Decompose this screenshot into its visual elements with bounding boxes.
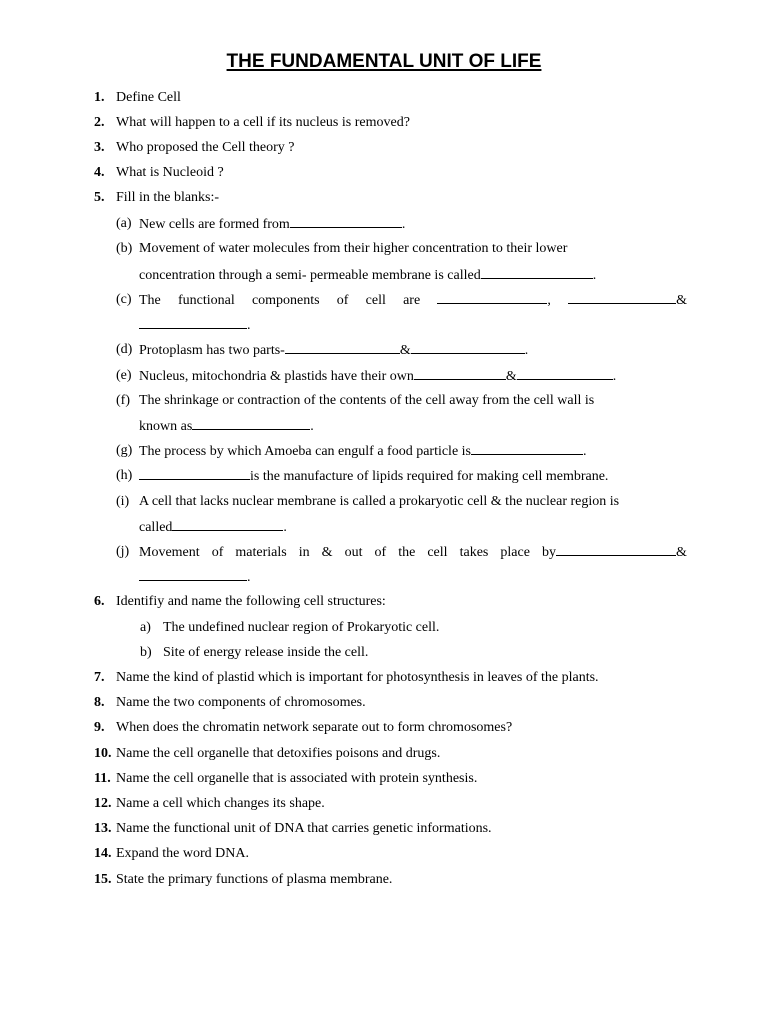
- question-text: Name the two components of chromosomes.: [116, 695, 366, 710]
- word: &: [321, 545, 333, 560]
- word: the: [398, 545, 416, 560]
- sub-label: (j): [116, 544, 130, 559]
- punct: .: [612, 369, 617, 384]
- answer-blank[interactable]: [139, 568, 247, 581]
- ampersand: &: [676, 293, 687, 308]
- sub-text: Movement of water molecules from their higher concentration to their lower: [139, 241, 568, 256]
- question-text: When does the chromatin network separate out to form chromosomes?: [116, 720, 513, 735]
- question-text: Fill in the blanks:-: [116, 190, 220, 205]
- punct: .: [247, 570, 251, 585]
- fill-blank-item-h: [139, 467, 608, 486]
- fill-blank-item-c-cont: [139, 316, 251, 335]
- question-number: 10.: [94, 746, 112, 761]
- answer-blank[interactable]: [290, 215, 402, 228]
- question-text: Name the functional unit of DNA that carries genetic informations.: [116, 821, 492, 836]
- fill-blank-item-a: [139, 215, 405, 234]
- answer-blank[interactable]: [285, 341, 400, 354]
- answer-blank[interactable]: [139, 467, 250, 480]
- sub-text: Nucleus, mitochondria & plastids have their own: [139, 369, 414, 384]
- fill-blank-item-d: [139, 341, 528, 360]
- question-number: 11.: [94, 771, 111, 786]
- word: Movement: [139, 545, 200, 560]
- question-text: Define Cell: [116, 90, 181, 105]
- sub-label: (b): [116, 241, 133, 256]
- answer-blank[interactable]: [192, 417, 310, 430]
- word: by: [541, 545, 556, 560]
- fill-blank-item-c: [139, 291, 687, 310]
- punct: .: [524, 343, 529, 358]
- fill-blank-item-g: [139, 442, 587, 461]
- fill-blank-item-j-cont: [139, 568, 251, 587]
- sub-label: (g): [116, 443, 133, 458]
- fill-blank-item-b: [139, 266, 596, 285]
- word: components: [251, 293, 320, 308]
- sub-text: The undefined nuclear region of Prokaryotic cell.: [163, 620, 440, 635]
- question-text: State the primary functions of plasma membrane.: [116, 872, 393, 887]
- ampersand: &: [675, 545, 687, 560]
- sub-text: called: [139, 520, 173, 535]
- answer-blank[interactable]: [411, 341, 525, 354]
- sub-label: (c): [116, 292, 132, 307]
- fill-blank-item-i: [139, 518, 287, 537]
- punct: .: [583, 444, 587, 459]
- question-number: 14.: [94, 846, 112, 861]
- question-number: 9.: [94, 720, 105, 735]
- ampersand: &: [505, 369, 517, 384]
- question-number: 13.: [94, 821, 112, 836]
- question-number: 2.: [94, 115, 105, 130]
- question-number: 4.: [94, 165, 105, 180]
- word: The: [139, 293, 161, 308]
- sub-label: (d): [116, 342, 133, 357]
- answer-blank[interactable]: [517, 367, 613, 380]
- punct: .: [401, 217, 406, 232]
- punct: .: [283, 520, 287, 535]
- punct: ,: [547, 293, 551, 308]
- question-number: 1.: [94, 90, 105, 105]
- punct: .: [310, 419, 314, 434]
- fill-blank-item-e: [139, 367, 616, 386]
- word: are: [403, 293, 421, 308]
- sub-text: New cells are formed from: [139, 217, 290, 232]
- answer-blank[interactable]: [556, 543, 676, 556]
- question-number: 7.: [94, 670, 105, 685]
- sub-text: Protoplasm has two parts-: [139, 343, 285, 358]
- word: functional: [177, 293, 235, 308]
- question-number: 6.: [94, 594, 105, 609]
- sub-text: Site of energy release inside the cell.: [163, 645, 369, 660]
- answer-blank[interactable]: [481, 266, 593, 279]
- sub-text: A cell that lacks nuclear membrane is called a prokaryotic cell & the nuclear region is: [139, 494, 620, 509]
- answer-blank[interactable]: [471, 442, 583, 455]
- question-number: 3.: [94, 140, 105, 155]
- word: place: [500, 545, 530, 560]
- question-text: Name the kind of plastid which is important for photosynthesis in leaves of the plants.: [116, 670, 599, 685]
- word: of: [211, 545, 224, 560]
- punct: .: [592, 268, 597, 283]
- word: takes: [459, 545, 489, 560]
- word: in: [298, 545, 310, 560]
- sub-text: The process by which Amoeba can engulf a food particle is: [139, 444, 472, 459]
- fill-blank-item-j: [139, 543, 687, 562]
- sub-label: (a): [116, 216, 132, 231]
- sub-text: concentration through a semi- permeable membrane is called: [139, 268, 481, 283]
- word: out: [344, 545, 363, 560]
- punct: .: [247, 318, 251, 333]
- word: cell: [427, 545, 448, 560]
- question-text: Identifiy and name the following cell structures:: [116, 594, 386, 609]
- question-text: What will happen to a cell if its nucleus is removed?: [116, 115, 410, 130]
- question-number: 5.: [94, 190, 105, 205]
- answer-blank[interactable]: [139, 316, 247, 329]
- question-text: Name a cell which changes its shape.: [116, 796, 325, 811]
- answer-blank[interactable]: [568, 291, 676, 304]
- sub-label: b): [140, 645, 152, 660]
- sub-label: (i): [116, 494, 130, 509]
- sub-text: The shrinkage or contraction of the contents of the cell away from the cell wall is: [139, 393, 595, 408]
- word: of: [336, 293, 349, 308]
- question-text: Name the cell organelle that is associated with protein synthesis.: [116, 771, 478, 786]
- sub-text: is the manufacture of lipids required for making cell membrane.: [250, 469, 609, 484]
- sub-label: (e): [116, 368, 132, 383]
- sub-label: (f): [116, 393, 130, 408]
- sub-label: (h): [116, 468, 133, 483]
- question-text: Name the cell organelle that detoxifies poisons and drugs.: [116, 746, 441, 761]
- ampersand: &: [399, 343, 411, 358]
- question-number: 8.: [94, 695, 105, 710]
- question-text: What is Nucleoid ?: [116, 165, 224, 180]
- answer-blank[interactable]: [414, 367, 506, 380]
- question-text: Who proposed the Cell theory ?: [116, 140, 295, 155]
- sub-label: a): [140, 620, 151, 635]
- word: of: [374, 545, 387, 560]
- sub-text: known as: [139, 419, 193, 434]
- answer-blank[interactable]: [437, 291, 547, 304]
- page-title: THE FUNDAMENTAL UNIT OF LIFE: [226, 51, 542, 72]
- question-number: 15.: [94, 872, 112, 887]
- question-number: 12.: [94, 796, 112, 811]
- word: cell: [365, 293, 386, 308]
- answer-blank[interactable]: [172, 518, 283, 531]
- question-text: Expand the word DNA.: [116, 846, 249, 861]
- fill-blank-item-f: [139, 417, 314, 436]
- word: materials: [235, 545, 287, 560]
